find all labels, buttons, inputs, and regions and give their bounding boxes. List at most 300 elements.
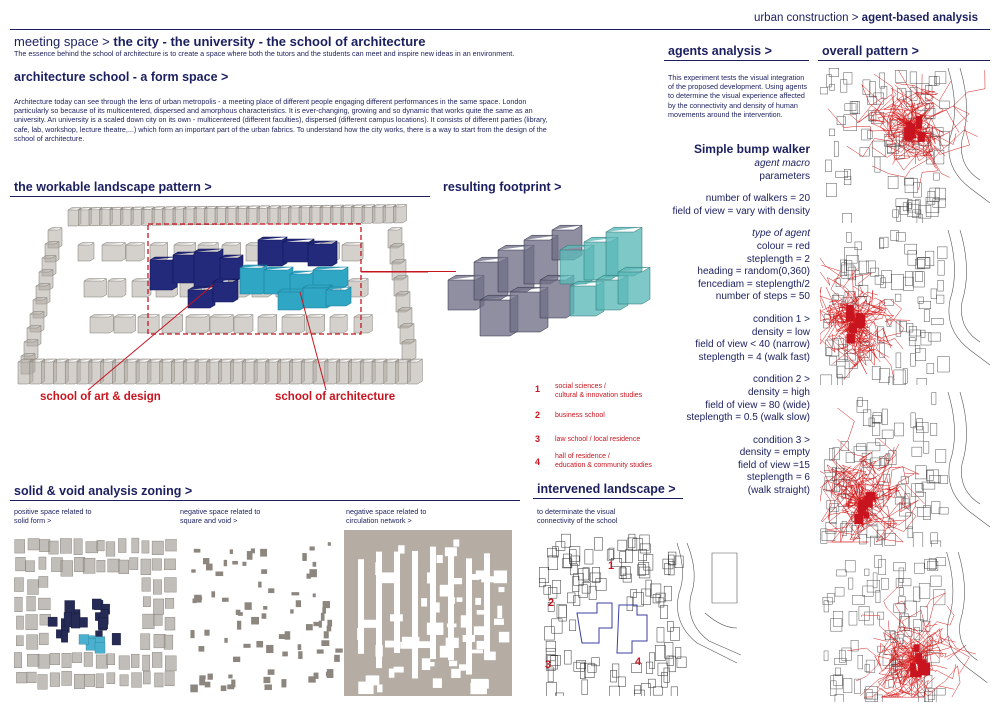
- agent-dense-area: [846, 334, 854, 344]
- void-block: [199, 678, 205, 685]
- void-block: [298, 651, 302, 659]
- plan-block: [659, 598, 664, 607]
- plan-block: [927, 470, 939, 483]
- void-block: [243, 644, 250, 648]
- void-block: [242, 562, 246, 566]
- plan-block: [919, 301, 931, 309]
- grey-block: [108, 279, 126, 297]
- plan-block: [618, 540, 627, 550]
- void-block: [237, 621, 241, 630]
- plan-block: [936, 295, 943, 303]
- plan-block: [934, 590, 945, 605]
- plan-block: [834, 141, 838, 156]
- dark-block: [80, 617, 88, 627]
- plan-block: [858, 398, 863, 407]
- plan-block: [553, 580, 561, 593]
- circulation-path: [494, 619, 504, 625]
- grey-block: [26, 615, 38, 630]
- plan-block: [918, 297, 923, 303]
- agent-dense-area: [864, 496, 873, 508]
- plan-block: [844, 169, 850, 180]
- grey-block: [126, 243, 144, 261]
- grey-block: [96, 655, 108, 668]
- plan-block: [855, 242, 862, 250]
- plan-block: [924, 442, 929, 454]
- grey-block: [39, 557, 46, 569]
- plan-block: [583, 568, 589, 582]
- plan-block: [921, 333, 931, 345]
- plan-block: [865, 665, 870, 672]
- plan-block: [557, 605, 566, 618]
- plan-block: [938, 280, 943, 291]
- grey-block: [394, 205, 407, 223]
- plan-block: [635, 686, 641, 694]
- plan-block: [910, 72, 917, 83]
- void-block: [285, 631, 291, 639]
- plan-block: [872, 423, 880, 436]
- condition-param: density = empty: [739, 447, 810, 459]
- plan-block: [834, 659, 846, 665]
- condition-title: condition 2 >: [753, 374, 810, 386]
- grey-block: [83, 558, 95, 573]
- plan-block: [913, 427, 923, 442]
- grey-block: [155, 673, 164, 687]
- plan-block: [634, 690, 644, 696]
- legend-number: 3: [535, 434, 541, 444]
- type-param: heading = random(0,360): [697, 266, 810, 278]
- plan-block: [847, 232, 852, 242]
- grey-block: [154, 614, 162, 625]
- plan-block: [915, 200, 920, 214]
- void-block: [256, 641, 263, 648]
- dark-block: [64, 613, 72, 627]
- circulation-path: [412, 551, 418, 678]
- plan-block: [838, 494, 849, 506]
- grey-block: [26, 561, 35, 572]
- plan-block: [912, 484, 924, 497]
- grey-block: [153, 580, 161, 594]
- plan-block: [843, 213, 852, 223]
- void-block: [230, 549, 233, 554]
- grey-block: [258, 315, 277, 333]
- plan-block: [939, 508, 948, 514]
- plan-block: [859, 534, 866, 544]
- void-block: [194, 549, 201, 553]
- plan-block: [667, 656, 673, 666]
- intervened-marker: 3: [545, 659, 552, 671]
- condition-param: field of view < 40 (narrow): [695, 339, 810, 351]
- landscape-model: [8, 200, 428, 400]
- agents-rule: [664, 60, 809, 61]
- intervened-marker: 4: [635, 656, 642, 668]
- plan-block: [620, 552, 626, 563]
- grey-block: [27, 654, 39, 666]
- plan-block: [626, 549, 633, 562]
- dark-block: [213, 279, 238, 302]
- plan-block: [937, 688, 945, 695]
- dark-block: [98, 617, 107, 629]
- grey-block: [39, 539, 50, 551]
- plan-block: [932, 393, 936, 405]
- plan-block: [895, 294, 901, 301]
- grey-block: [14, 652, 21, 667]
- cyan-block: [326, 287, 351, 306]
- plan-block: [915, 466, 926, 479]
- plan-block: [918, 507, 930, 516]
- plan-block: [561, 534, 570, 547]
- grey-block: [28, 580, 39, 595]
- grey-block: [106, 542, 115, 556]
- legend-text: business school: [555, 412, 605, 419]
- agent-dense-area: [864, 512, 869, 518]
- agent-macro-label: agent macro: [754, 158, 810, 169]
- grey-block: [16, 636, 23, 646]
- grey-block: [210, 315, 233, 333]
- grey-block: [162, 315, 183, 333]
- grey-block: [165, 656, 176, 671]
- plan-block: [914, 628, 920, 640]
- grey-block: [282, 315, 305, 333]
- grey-block: [120, 675, 128, 686]
- plan-block: [867, 443, 880, 451]
- condition-param: density = low: [751, 326, 810, 338]
- agent-dense-area: [846, 312, 855, 321]
- legend-text: hall of residence / education & community studies: [555, 453, 652, 469]
- void-block: [233, 657, 240, 662]
- dark-block: [220, 255, 243, 280]
- type-param: number of steps = 50: [715, 291, 810, 303]
- void-block: [326, 672, 332, 677]
- plan-block: [934, 173, 940, 180]
- plan-block: [667, 621, 673, 631]
- agent-dense-area: [918, 663, 926, 675]
- plan-block: [539, 567, 548, 582]
- plan-block: [915, 272, 922, 282]
- plan-block: [588, 664, 596, 672]
- grey-block: [132, 538, 139, 553]
- grey-block: [165, 598, 174, 608]
- plan-block: [917, 214, 922, 223]
- grey-block: [234, 315, 253, 333]
- void-block: [268, 669, 275, 674]
- plan-block: [881, 578, 888, 589]
- plan-block: [910, 338, 916, 346]
- plan-block: [930, 576, 941, 586]
- grey-block: [16, 557, 26, 571]
- grey-block: [86, 542, 98, 553]
- grey-block: [143, 655, 150, 671]
- plan-block: [937, 247, 947, 259]
- grey-block: [154, 634, 165, 648]
- intervened-marker: 1: [608, 560, 615, 572]
- plan-block: [592, 567, 599, 582]
- grey-block: [165, 617, 175, 630]
- grey-block: [90, 315, 113, 333]
- plan-block: [876, 438, 886, 445]
- dark-block: [188, 287, 215, 308]
- plan-block: [905, 179, 918, 193]
- intervened-plan: [537, 533, 742, 696]
- plan-block: [594, 538, 602, 551]
- grey-block: [74, 539, 82, 555]
- plan-block: [831, 619, 842, 632]
- condition-param: steplength = 4 (walk fast): [698, 351, 810, 363]
- plan-block: [911, 413, 915, 428]
- plan-block: [866, 261, 875, 272]
- plan-block: [627, 597, 633, 611]
- agent-dense-area: [854, 514, 863, 524]
- plan-block: [872, 366, 880, 379]
- plan-block: [868, 130, 873, 138]
- void-block: [204, 630, 209, 636]
- plan-block: [931, 318, 943, 324]
- plan-block: [653, 687, 662, 695]
- plan-block: [916, 422, 928, 432]
- dark-block: [258, 237, 287, 266]
- footprint-heading: resulting footprint >: [443, 180, 562, 194]
- plan-block: [821, 375, 832, 385]
- header-highlight: agent-based analysis: [861, 12, 978, 24]
- positive-cyan-blocks: [79, 635, 105, 654]
- plan-block: [852, 101, 858, 113]
- void-block: [290, 609, 293, 613]
- circulation-path: [494, 570, 507, 583]
- grey-block: [342, 243, 363, 261]
- grey-block: [118, 539, 126, 553]
- plan-block: [935, 72, 946, 84]
- grey-block: [165, 539, 177, 551]
- grey-block: [102, 243, 125, 261]
- grey-block: [60, 539, 71, 554]
- grey-block: [132, 673, 142, 688]
- plan-block: [825, 160, 831, 172]
- plan-block: [857, 444, 866, 451]
- grey-block: [354, 315, 372, 333]
- plan-block: [649, 653, 654, 669]
- plan-block: [610, 670, 616, 682]
- grey-block: [152, 559, 161, 570]
- void-block: [321, 613, 325, 621]
- plan-block: [866, 660, 875, 672]
- void-block: [291, 592, 299, 595]
- grey-block: [143, 597, 150, 607]
- agent-dense-area: [846, 305, 853, 313]
- plan-block: [858, 655, 863, 669]
- plan-block: [567, 593, 575, 603]
- void-block: [198, 646, 204, 652]
- plan-block: [822, 532, 835, 541]
- void-block: [251, 617, 259, 625]
- plan-block: [628, 538, 637, 551]
- circulation-path: [499, 632, 509, 643]
- grey-block: [78, 243, 94, 261]
- dark-block: [65, 601, 75, 615]
- plan-block: [829, 129, 834, 136]
- label-school-architecture: school of architecture: [275, 391, 396, 403]
- condition-title: condition 3 >: [753, 434, 810, 446]
- circulation-path: [377, 684, 382, 692]
- grey-block: [119, 560, 129, 574]
- plan-block: [835, 587, 844, 596]
- plan-block: [661, 672, 667, 687]
- plan-block: [903, 277, 913, 290]
- cyan-block: [278, 289, 305, 310]
- plan-block: [935, 150, 944, 164]
- plan-block: [640, 544, 650, 553]
- plan-block: [657, 628, 664, 642]
- grey-block: [72, 653, 82, 663]
- overall-pattern-panel: [820, 552, 990, 702]
- plan-block: [658, 663, 668, 675]
- void-block: [323, 601, 330, 608]
- void-block: [258, 582, 261, 588]
- grey-block: [49, 541, 59, 554]
- plan-block: [638, 550, 646, 561]
- condition-param: density = high: [748, 386, 810, 398]
- intervened-heading: intervened landscape >: [537, 482, 676, 496]
- void-block: [321, 640, 329, 646]
- legend-number: 2: [535, 410, 541, 420]
- plan-block: [548, 556, 558, 570]
- plan-block: [917, 419, 923, 430]
- context-street: [947, 552, 988, 683]
- cyan-block: [79, 635, 89, 645]
- plan-block: [930, 423, 936, 435]
- header-prefix: urban construction >: [753, 12, 862, 24]
- void-block: [317, 649, 324, 653]
- grey-block: [186, 315, 209, 333]
- plan-block: [607, 550, 613, 560]
- plan-block: [833, 675, 842, 685]
- header-title: [754, 12, 978, 24]
- grey-block: [74, 674, 84, 688]
- dark-block: [308, 241, 337, 266]
- circulation-path: [499, 587, 505, 592]
- plan-block: [907, 204, 919, 212]
- plan-block: [834, 294, 839, 300]
- overall-heading: overall pattern >: [822, 44, 919, 58]
- grey-block: [27, 672, 36, 683]
- plan-block: [831, 675, 843, 688]
- plan-block: [911, 353, 916, 366]
- void-block: [199, 675, 205, 679]
- circulation-path: [457, 597, 463, 602]
- plan-block: [931, 533, 938, 544]
- void-block: [308, 676, 315, 682]
- plan-block: [850, 101, 860, 113]
- grey-block: [402, 340, 416, 360]
- void-block: [281, 679, 286, 687]
- circulation-path: [449, 661, 457, 666]
- plan-block: [837, 366, 845, 378]
- legend-number: 1: [535, 384, 541, 394]
- plan-block: [938, 357, 950, 372]
- void-block: [319, 621, 322, 628]
- plan-block: [590, 573, 601, 582]
- plan-block: [618, 677, 625, 687]
- void-block: [205, 682, 211, 688]
- solid-void-caption-1: positive space related to solid form >: [14, 507, 92, 526]
- legend-text: law school / local residence: [555, 436, 641, 443]
- plan-block: [844, 72, 852, 84]
- plan-block: [836, 570, 846, 576]
- plan-block: [895, 70, 906, 82]
- agent-parameters: [660, 142, 810, 498]
- void-block: [328, 542, 331, 546]
- grey-block: [143, 671, 150, 684]
- plan-block: [569, 620, 575, 631]
- context-street: [948, 230, 990, 365]
- context-street: [948, 392, 990, 527]
- grey-block: [119, 656, 129, 670]
- plan-block: [919, 583, 930, 598]
- plan-block: [840, 260, 846, 276]
- grey-block: [39, 576, 48, 587]
- plan-block: [908, 251, 916, 266]
- plan-block: [633, 593, 643, 606]
- void-block: [282, 652, 288, 657]
- plan-block: [879, 559, 886, 574]
- plan-block: [899, 568, 904, 582]
- cyan-block: [95, 643, 105, 654]
- intro-title-main: the city - the university - the school of architecture: [113, 34, 426, 49]
- plan-block: [875, 157, 880, 172]
- agents-intro: This experiment tests the visual integration of the proposed development. Using agents to determine the visual experience affected by the connectivity and density of human movements around the intervention.: [668, 73, 808, 119]
- agents-heading: agents analysis >: [668, 44, 772, 58]
- grey-block: [141, 634, 150, 650]
- model-title: Simple bump walker: [693, 142, 810, 156]
- plan-block: [927, 364, 934, 374]
- plan-block: [845, 561, 855, 572]
- grey-block: [165, 672, 174, 686]
- grey-block: [27, 596, 36, 611]
- circulation-diagram: [344, 530, 512, 696]
- plan-block: [585, 663, 595, 678]
- void-block: [324, 631, 329, 638]
- plan-block: [893, 210, 899, 217]
- solid-void-caption-3: negative space related to circulation network >: [346, 507, 427, 526]
- context-street: [948, 68, 990, 203]
- void-block: [310, 546, 315, 550]
- form-space-body: Architecture today can see through the lens of urban metropolis - a meeting place of different people engaging different performances in the same space. London particularly so because of its multicentered, dispersed and amorphous characteristics. It is ever-changing, growing and so dynamic that works quite the same as an university. An university is a scaled down city on its own - multicentered (different faculties), dispersed (different campus locations). It consists of different parties (library, cafe, lab, workshop, lecture theatre,...) which form an important part of the urban fabrics. To understand how the city works, there is a way to start from the design of the school of architecture.: [14, 97, 548, 143]
- plan-block: [650, 584, 660, 597]
- positive-space-diagram: [12, 536, 177, 696]
- solid-void-heading: solid & void analysis zoning >: [14, 484, 193, 498]
- grey-block: [107, 673, 115, 684]
- grey-block: [141, 559, 151, 575]
- plan-block: [592, 658, 600, 666]
- walkers-param: number of walkers = 20: [705, 193, 810, 205]
- grey-block: [143, 614, 155, 629]
- void-block: [238, 612, 243, 616]
- intro-subtitle: The essence behind the school of architecture is to create a space where both the tutors and the students can meet and inspire new ideas in an environment.: [14, 49, 515, 58]
- legend-text: social sciences / cultural & innovation studies: [555, 383, 643, 399]
- void-block: [211, 591, 215, 597]
- agent-dense-area: [905, 129, 912, 140]
- void-block: [313, 593, 316, 597]
- overall-pattern-panel: [820, 230, 990, 385]
- intervened-rule: [533, 498, 683, 499]
- plan-block: [866, 687, 878, 702]
- agent-dense-area: [918, 132, 925, 142]
- plan-block: [640, 535, 649, 550]
- plan-block: [629, 534, 635, 548]
- void-block: [260, 549, 267, 557]
- school-outline: [577, 603, 647, 653]
- grey-block: [16, 616, 23, 629]
- plan-block: [865, 569, 869, 576]
- void-block: [263, 677, 270, 683]
